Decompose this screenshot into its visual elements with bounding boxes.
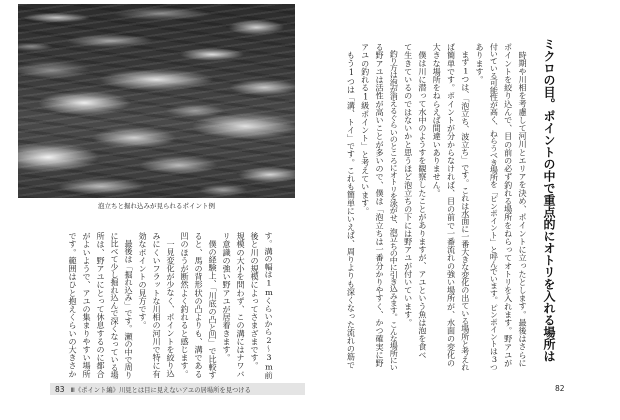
right-body-text [344,43,530,371]
text-column: 凹のほうが断然よく釣れると感じます。 [180,232,190,378]
text-column: 規模の大小を問わず、この溝にはナワバ [236,232,246,378]
text-column: まず1つは、「泡立ち、波立ち」です。これは水面に一番大きな変化の出ている場所と考えれ [460,50,471,372]
text-column: 僕は川に潜って水中のようすを観察したことがありますが、アユという魚は泡を食べ [417,51,428,359]
text-column: 付いている可能性が高く、ねらうべき場所を「ピンポイント」と呼んでいます。ピンポイントは3つ [489,43,500,371]
text-column: 所は、野アユにとって休息するのに都合 [96,232,106,378]
text-column: 最後は「掘れ込み」です。瀬の中で周り [124,239,134,379]
text-column: 大きな場所をねらえば間違いありません。 [432,43,443,197]
text-column: 後と川の規模によってさまざまです。 [250,232,260,370]
text-column: 時期や川相を考慮して河川とエリアを決め、ポイントに立ったとします。最後はさらに [518,51,528,367]
text-column: 効なポイントの見方です。 [138,232,148,330]
text-column: リ意識の強い野アユが居着きます。 [222,232,232,362]
right-page [310,0,620,420]
paragraph [220,232,276,379]
text-column: もう1つは「溝、トイ」です。これも簡単にいえば、周りよりも深くなった流れの筋で [346,51,357,369]
text-column: あります。 [475,43,486,84]
text-column: に比べて少し掘れ込んで深くなっている場 [110,232,120,379]
paragraph [136,232,178,379]
paragraph [358,43,401,371]
text-column: みにくいフラットな川相の河川で特に有 [152,232,162,378]
text-column: です。範囲はひと抱えくらいの大きさか [68,232,78,378]
page-number-right: 82 [555,384,565,393]
paragraph [473,43,530,371]
section-heading: ミクロの目。ポイントの中で重点的にオトリを入れる場所は [542,38,556,362]
river-photo [18,4,295,198]
left-body-text [66,232,276,379]
page-number-left: 83 [55,384,65,394]
text-column: る野アユは活性が高いことが多いので、僕は「泡立ちは一番分かりやすく、かつ確実に野 [375,43,386,367]
paragraph [178,232,220,379]
text-column: アユの釣れる1級ポイント」と考えています。 [360,43,371,215]
text-column: ポイントを絞り込んで、目の前の必ず釣れる場所をねらってオトリを入れます。野アユが [503,43,514,367]
paragraph [66,232,136,379]
left-footer [50,383,305,395]
text-column: ると、馬の背形状の凸よりも、溝である [194,232,204,378]
paragraph [430,43,473,371]
text-column: 僕の経験上、「川底の凸と凹」で比較す [208,239,218,379]
text-column: 釣り方は泡が消えるぐらいのところにオトリを泳がせ、泡立ちの中に引き込みます。こんな場所にい [389,50,400,371]
text-column: す。溝の幅は1mくらいから2〜3m前 [264,232,274,379]
text-column: て生きているのではないかと思うほど泡立ちの下には野アユが付いています。 [403,43,414,327]
text-column: ば簡単です。ポイントが分からなければ、目の前で一番流れの強い場所が、水面の変化の [446,43,457,367]
text-column: 一見変化が少なく、ポイントを絞り込 [166,240,176,378]
photo-caption: 泡立ちと掘れ込みが見られるポイント例 [98,202,215,210]
paragraph [344,43,358,371]
paragraph [401,43,430,371]
text-column: がよいようで、アユの集まりやすい場所 [82,232,92,378]
running-footer: Ⅲ《ポイント編》川見とは目に見えないアユの居場所を見つける [70,386,251,394]
